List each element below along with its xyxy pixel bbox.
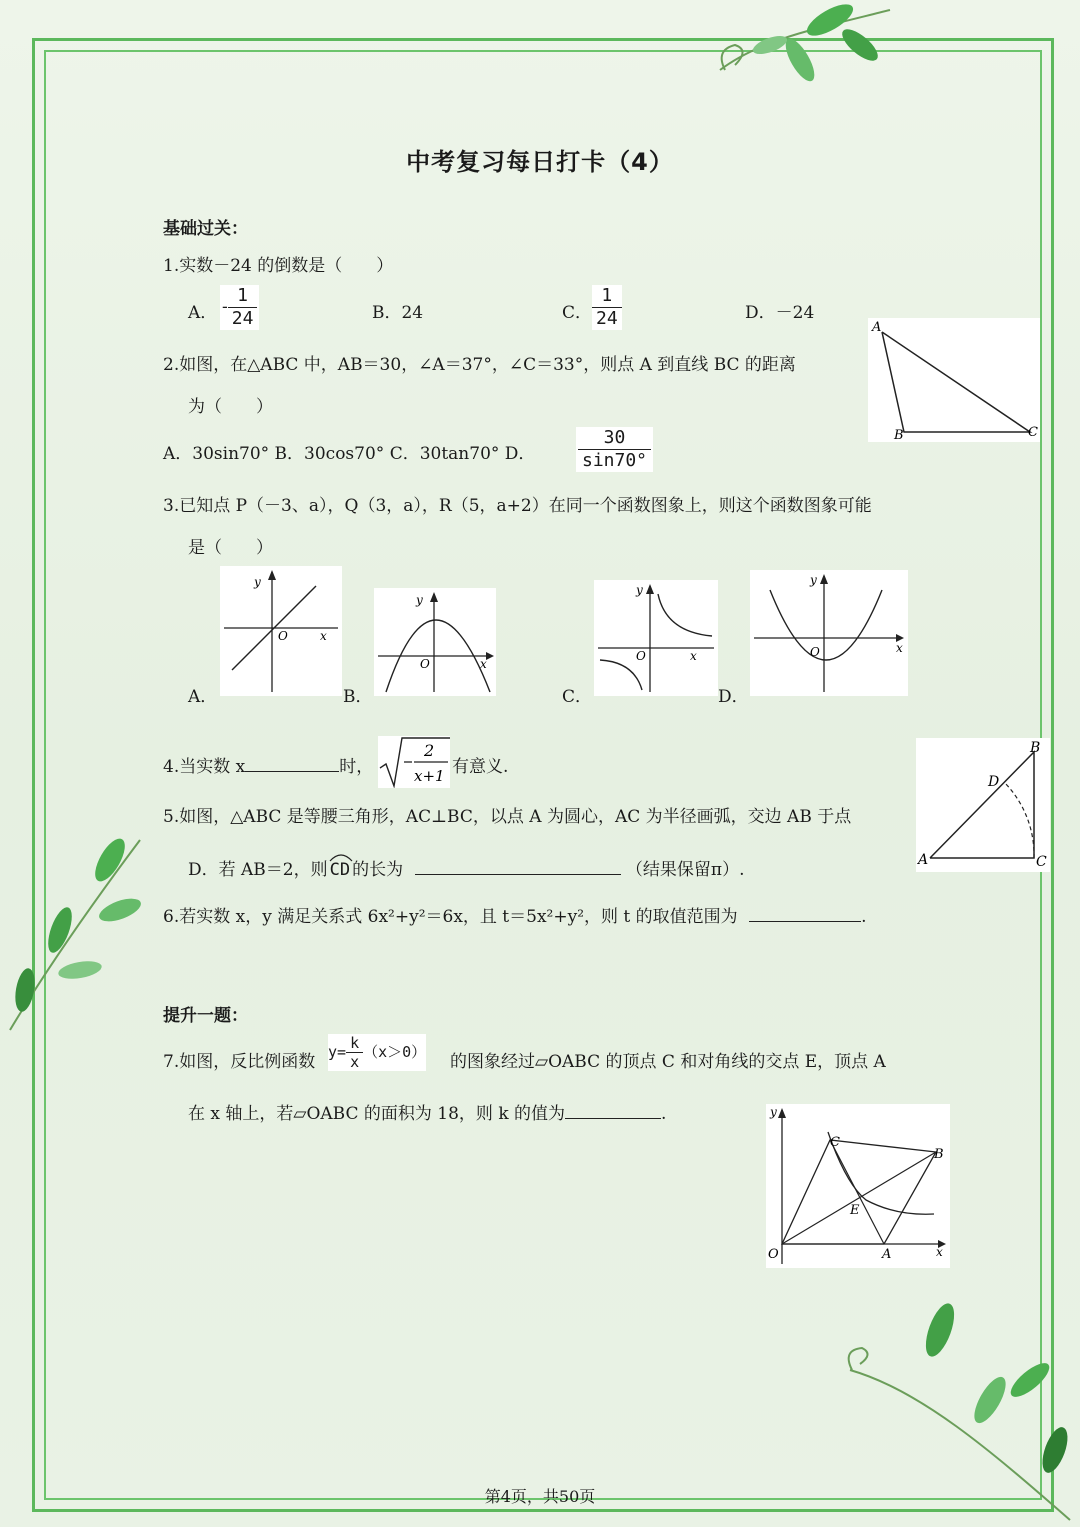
q7-label-b: B bbox=[934, 1147, 944, 1162]
q3d-o: O bbox=[810, 645, 820, 659]
q7-answer-blank[interactable] bbox=[565, 1104, 661, 1119]
q1-stem: 1.实数－24 的倒数是（ ） bbox=[163, 256, 394, 276]
q5-line2a: D．若 AB＝2，则 bbox=[188, 860, 328, 880]
q3-graph-d bbox=[750, 570, 908, 696]
q7-line2-text: 在 x 轴上，若▱OABC 的面积为 18，则 k 的值为 bbox=[188, 1104, 566, 1124]
q2-label-b: B bbox=[894, 428, 904, 442]
q5-line2b: 的长为 bbox=[352, 860, 404, 880]
q3-graph-a bbox=[220, 566, 342, 696]
q5-label-c: C bbox=[1036, 854, 1047, 870]
q7-func-fraction bbox=[346, 1034, 363, 1071]
q5-line1: 5.如图，△ABC 是等腰三角形，AC⊥BC，以点 A 为圆心，AC 为半径画弧，交边 AB 于点 bbox=[163, 807, 852, 827]
q2-option-d bbox=[576, 427, 653, 472]
q4-post: 有意义. bbox=[452, 757, 509, 777]
q5-answer-blank[interactable] bbox=[415, 860, 621, 875]
q3b-o: O bbox=[420, 657, 430, 671]
q7-pre: 7.如图，反比例函数 bbox=[163, 1052, 316, 1072]
q3-stem: 3.已知点 P（－3、a），Q（3，a），R（5，a+2）在同一个函数图象上，则这个函数图象可能 bbox=[163, 496, 872, 516]
q5-label-a: A bbox=[918, 852, 929, 868]
q3a-y: y bbox=[254, 575, 261, 589]
q2-label-c: C bbox=[1028, 425, 1038, 440]
q3b-y: y bbox=[416, 593, 423, 607]
q2-stem: 2.如图，在△ABC 中，AB＝30，∠A＝37°，∠C＝33°，则点 A 到直线 BC 的距离 bbox=[163, 355, 796, 375]
q2-d-fraction bbox=[578, 427, 651, 472]
q3-stem-2: 是（ ） bbox=[188, 538, 273, 558]
q2-d-num: 30 bbox=[578, 427, 651, 450]
q3-label-c: C． bbox=[562, 687, 593, 707]
arc-mark-icon bbox=[328, 852, 354, 862]
q3b-x: x bbox=[480, 657, 487, 671]
q7-func-cond: （x＞0） bbox=[363, 1043, 427, 1061]
q1-option-a-label: A． bbox=[188, 303, 218, 323]
q1-c-num: 1 bbox=[592, 285, 622, 308]
section-advanced: 提升一题： bbox=[163, 1006, 248, 1026]
q2-stem-2: 为（ ） bbox=[188, 397, 273, 417]
q5-arc-text: CD bbox=[329, 860, 351, 880]
q7-label-c: C bbox=[830, 1135, 840, 1150]
q2-triangle-figure bbox=[868, 318, 1040, 442]
q4-answer-blank[interactable] bbox=[245, 757, 339, 772]
q3d-x: x bbox=[896, 641, 903, 655]
q4-pre: 4.当实数 x bbox=[163, 757, 246, 777]
q2-options: A．30sin70° B．30cos70° C．30tan70° D． bbox=[163, 444, 536, 464]
q1-c-fraction bbox=[592, 285, 622, 330]
q2-d-den: sin70° bbox=[582, 450, 648, 471]
q4-mid: 时， bbox=[339, 757, 374, 777]
q5-arc bbox=[328, 860, 352, 880]
leaf-decoration-left-icon bbox=[0, 820, 160, 1040]
q1-option-c bbox=[592, 285, 622, 330]
q3c-y: y bbox=[636, 583, 643, 597]
q1-c-den: 24 bbox=[596, 308, 618, 329]
q7-func-num: k bbox=[346, 1034, 363, 1053]
q6-text: 6.若实数 x，y 满足关系式 6x²+y²＝6x，且 t＝5x²+y²，则 t 的取值范围为 bbox=[163, 907, 738, 927]
q7-post: 的图象经过▱OABC 的顶点 C 和对角线的交点 E，顶点 A bbox=[450, 1052, 886, 1072]
q1-option-c-label: C． bbox=[562, 303, 593, 323]
q7-label-a: A bbox=[882, 1247, 892, 1262]
q4-den: x+1 bbox=[414, 767, 445, 785]
q1-a-num: 1 bbox=[228, 285, 258, 308]
q5-line2c: （结果保留π）. bbox=[625, 860, 745, 880]
q4-num: 2 bbox=[424, 741, 435, 760]
q4-sqrt bbox=[378, 736, 450, 788]
q3-label-a: A． bbox=[188, 687, 218, 707]
q5-line2 bbox=[188, 855, 745, 880]
leaf-decoration-top-icon bbox=[700, 0, 900, 140]
q4-line bbox=[163, 752, 373, 777]
q7-label-x: x bbox=[936, 1245, 943, 1259]
q7-label-y: y bbox=[770, 1105, 777, 1119]
q5-label-b: B bbox=[1030, 740, 1041, 756]
q7-label-o: O bbox=[768, 1247, 779, 1262]
q6-end: . bbox=[861, 907, 867, 927]
q3c-x: x bbox=[690, 649, 697, 663]
q5-label-d: D bbox=[988, 774, 1000, 790]
q3a-o: O bbox=[278, 629, 288, 643]
q3-graph-b bbox=[374, 588, 496, 696]
q1-a-den: 24 bbox=[231, 308, 254, 329]
q5-triangle-figure bbox=[916, 738, 1050, 872]
q7-function bbox=[328, 1034, 426, 1071]
q7-func-y: y= bbox=[328, 1043, 347, 1061]
q7-label-e: E bbox=[850, 1203, 860, 1218]
q2-label-a: A bbox=[872, 320, 882, 335]
q3c-o: O bbox=[636, 649, 646, 663]
q3-label-b: B． bbox=[343, 687, 373, 707]
q1-option-a bbox=[220, 285, 259, 330]
q7-func-den: x bbox=[350, 1053, 360, 1071]
q1-option-d: D．－24 bbox=[745, 303, 815, 323]
sqrt-sign-icon bbox=[378, 736, 450, 788]
page-title: 中考复习每日打卡（4） bbox=[406, 148, 674, 176]
section-basic: 基础过关： bbox=[163, 219, 248, 239]
q7-parallelogram-figure bbox=[766, 1104, 950, 1268]
page-footer: 第4页，共50页 bbox=[484, 1487, 596, 1506]
q7-end: . bbox=[661, 1104, 667, 1124]
q3d-y: y bbox=[810, 573, 817, 587]
q6-answer-blank[interactable] bbox=[749, 907, 861, 922]
q1-a-fraction bbox=[228, 285, 258, 330]
q1-a-sign: - bbox=[222, 297, 228, 317]
q7-line2 bbox=[188, 1099, 666, 1124]
q3a-x: x bbox=[320, 629, 327, 643]
q3-graph-c bbox=[594, 580, 718, 696]
q6-line bbox=[163, 902, 866, 927]
q1-option-b: B．24 bbox=[372, 303, 424, 323]
q3-label-d: D． bbox=[718, 687, 749, 707]
